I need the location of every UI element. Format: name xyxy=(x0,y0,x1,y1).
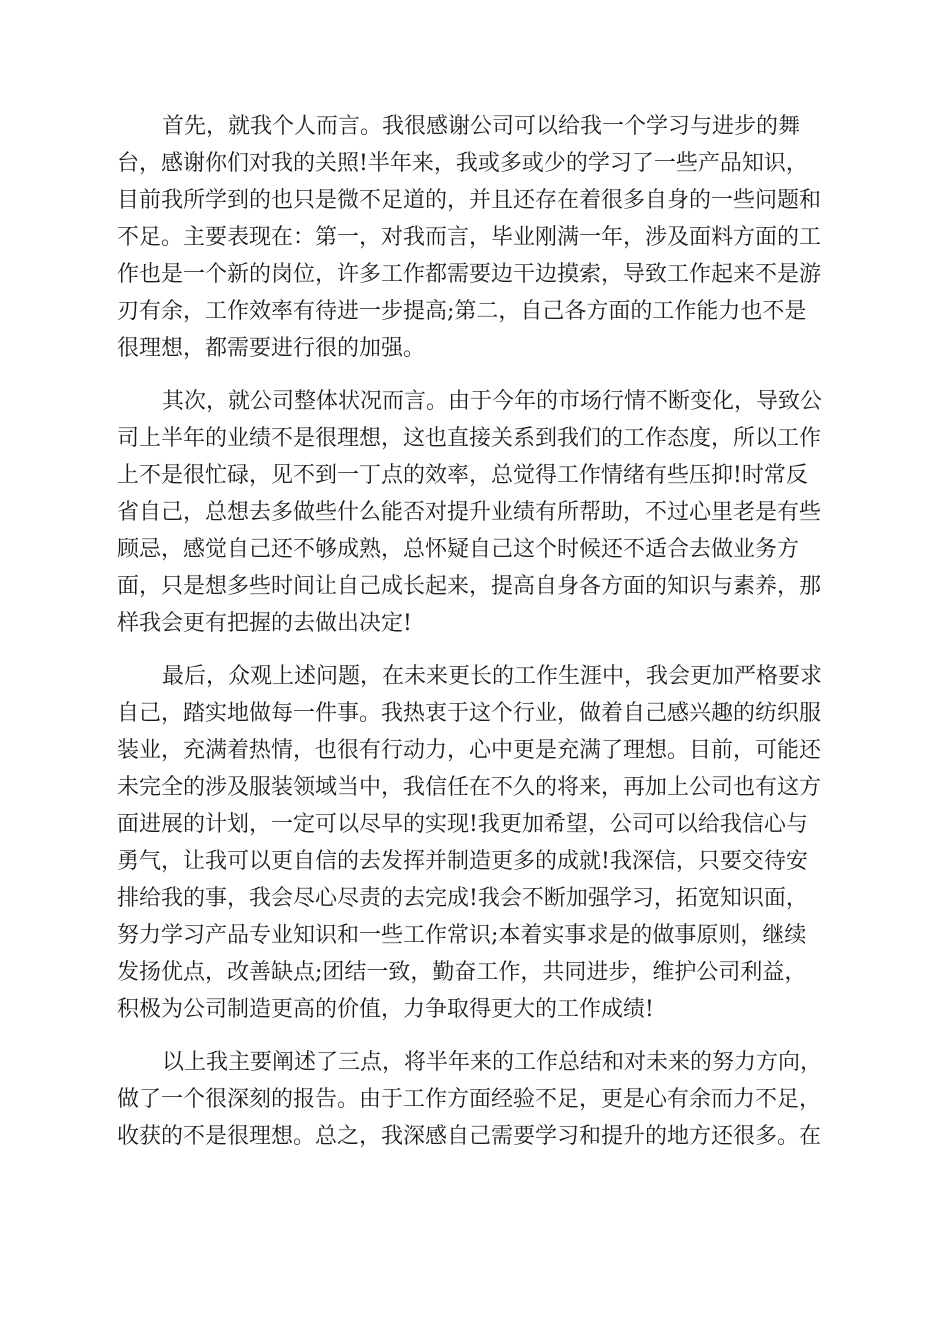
text-line: 目前我所学到的也只是微不足道的，并且还存在着很多自身的一些问题和 xyxy=(117,188,822,213)
text-line: 最后，众观上述问题，在未来更长的工作生涯中，我会更加严格要求 xyxy=(162,664,823,689)
text-line: 收获的不是很理想。总之，我深感自己需要学习和提升的地方还很多。在 xyxy=(117,1124,822,1149)
text-line: 装业，充满着热情，也很有行动力，心中更是充满了理想。目前，可能还 xyxy=(117,738,822,763)
text-line: 排给我的事，我会尽心尽责的去完成!我会不断加强学习，拓宽知识面， xyxy=(117,886,808,911)
text-line: 其次，就公司整体状况而言。由于今年的市场行情不断变化，导致公 xyxy=(162,389,823,414)
text-line: 首先，就我个人而言。我很感谢公司可以给我一个学习与进步的舞 xyxy=(162,114,801,139)
text-line: 台，感谢你们对我的关照!半年来，我或多或少的学习了一些产品知识， xyxy=(117,151,808,176)
paragraph-4 xyxy=(117,1044,833,1155)
paragraph-2 xyxy=(117,383,833,642)
text-line: 面，只是想多些时间让自己成长起来，提高自身各方面的知识与素养，那 xyxy=(117,574,822,599)
text-line: 面进展的计划，一定可以尽早的实现!我更加希望，公司可以给我信心与 xyxy=(117,812,808,837)
text-line: 努力学习产品专业知识和一些工作常识;本着实事求是的做事原则，继续 xyxy=(117,923,807,948)
text-line: 司上半年的业绩不是很理想，这也直接关系到我们的工作态度，所以工作 xyxy=(117,426,822,451)
text-line: 作也是一个新的岗位，许多工作都需要边干边摸索，导致工作起来不是游 xyxy=(117,262,822,287)
text-line: 做了一个很深刻的报告。由于工作方面经验不足，更是心有余而力不足， xyxy=(117,1087,822,1112)
text-line: 样我会更有把握的去做出决定! xyxy=(117,611,412,636)
text-line: 顾忌，感觉自己还不够成熟，总怀疑自己这个时候还不适合去做业务方 xyxy=(117,537,800,562)
text-line: 不足。主要表现在：第一，对我而言，毕业刚满一年，涉及面料方面的工 xyxy=(117,225,822,250)
text-line: 很理想，都需要进行很的加强。 xyxy=(117,336,426,361)
text-line: 勇气，让我可以更自信的去发挥并制造更多的成就!我深信，只要交待安 xyxy=(117,849,808,874)
text-line: 未完全的涉及服装领域当中，我信任在不久的将来，再加上公司也有这方 xyxy=(117,775,822,800)
text-line: 上不是很忙碌，见不到一丁点的效率，总觉得工作情绪有些压抑!时常反 xyxy=(117,463,808,488)
document-body xyxy=(117,108,833,1171)
paragraph-3 xyxy=(117,658,833,1028)
text-line: 省自己，总想去多做些什么能否对提升业绩有所帮助，不过心里老是有些 xyxy=(117,500,822,525)
text-line: 刃有余，工作效率有待进一步提高;第二，自己各方面的工作能力也不是 xyxy=(117,299,807,324)
paragraph-1 xyxy=(117,108,833,367)
text-line: 以上我主要阐述了三点，将半年来的工作总结和对未来的努力方向， xyxy=(162,1050,823,1075)
text-line: 积极为公司制造更高的价值，力争取得更大的工作成绩! xyxy=(117,997,654,1022)
text-line: 发扬优点，改善缺点;团结一致，勤奋工作，共同进步，维护公司利益， xyxy=(117,960,807,985)
text-line: 自己，踏实地做每一件事。我热衷于这个行业，做着自己感兴趣的纺织服 xyxy=(117,701,822,726)
